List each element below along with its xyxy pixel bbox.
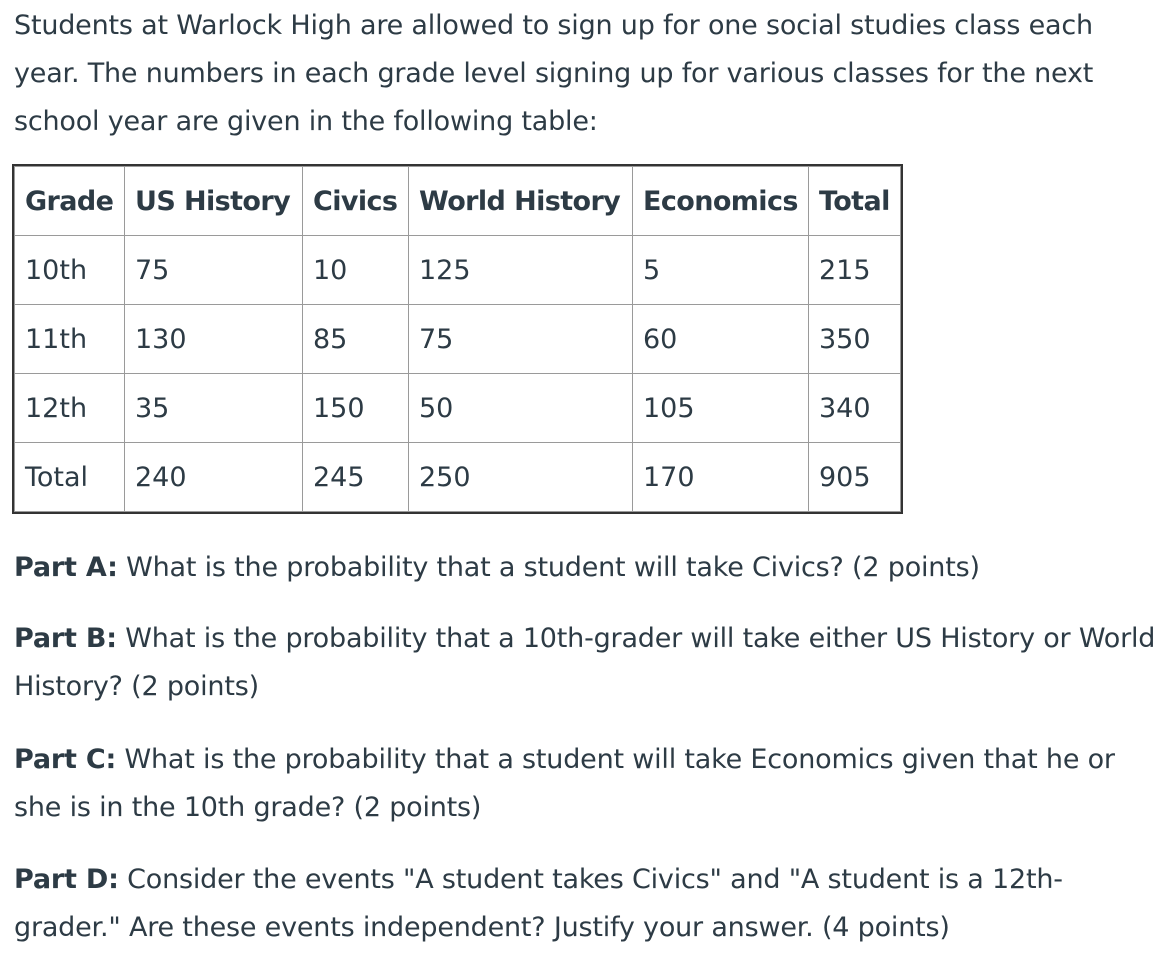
table-cell: 60 [633, 305, 809, 374]
table-cell: 350 [809, 305, 901, 374]
enrollment-table [14, 166, 901, 512]
table-header-row [15, 167, 901, 236]
header-civics: Civics [303, 167, 409, 236]
table-row [15, 374, 901, 443]
table-cell: 250 [409, 443, 633, 512]
table-cell: 130 [125, 305, 303, 374]
question-part-a [14, 544, 1164, 592]
table-cell: 75 [125, 236, 303, 305]
table-cell: 10th [15, 236, 125, 305]
question-label: Part A: [14, 552, 118, 583]
question-label: Part B: [14, 623, 117, 654]
question-part-d [14, 856, 1164, 952]
table-cell: 12th [15, 374, 125, 443]
question-part-c [14, 736, 1164, 832]
header-grade: Grade [15, 167, 125, 236]
table-cell: 125 [409, 236, 633, 305]
table-cell: 75 [409, 305, 633, 374]
table-cell: Total [15, 443, 125, 512]
table-cell: 245 [303, 443, 409, 512]
question-part-b [14, 615, 1164, 711]
header-world-history: World History [409, 167, 633, 236]
question-label: Part C: [14, 744, 117, 775]
table-cell: 5 [633, 236, 809, 305]
table-cell: 170 [633, 443, 809, 512]
table-cell: 105 [633, 374, 809, 443]
header-total: Total [809, 167, 901, 236]
header-us-history: US History [125, 167, 303, 236]
table-cell: 340 [809, 374, 901, 443]
question-label: Part D: [14, 864, 119, 895]
table-cell: 11th [15, 305, 125, 374]
intro-paragraph: Students at Warlock High are allowed to sign up for one social studies class each year. The numbers in each grade level signing up for various classes for the next school year are given in the following table: [14, 10, 1094, 137]
question-text: What is the probability that a 10th-grader will take either US History or World History? (2 points) [14, 623, 1156, 702]
table-cell: 150 [303, 374, 409, 443]
question-text: What is the probability that a student will take Civics? (2 points) [117, 552, 980, 583]
table-cell: 35 [125, 374, 303, 443]
table-cell: 85 [303, 305, 409, 374]
table-cell: 50 [409, 374, 633, 443]
question-text: Consider the events "A student takes Civics" and "A student is a 12th-grader." Are these events independent? Justify your answer. (4 points) [14, 864, 1063, 943]
table-cell: 215 [809, 236, 901, 305]
table-cell: 10 [303, 236, 409, 305]
table-row [15, 443, 901, 512]
question-text: What is the probability that a student will take Economics given that he or she is in the 10th grade? (2 points) [14, 744, 1115, 823]
table-row [15, 236, 901, 305]
table-row [15, 305, 901, 374]
table-cell: 240 [125, 443, 303, 512]
table-cell: 905 [809, 443, 901, 512]
header-economics: Economics [633, 167, 809, 236]
